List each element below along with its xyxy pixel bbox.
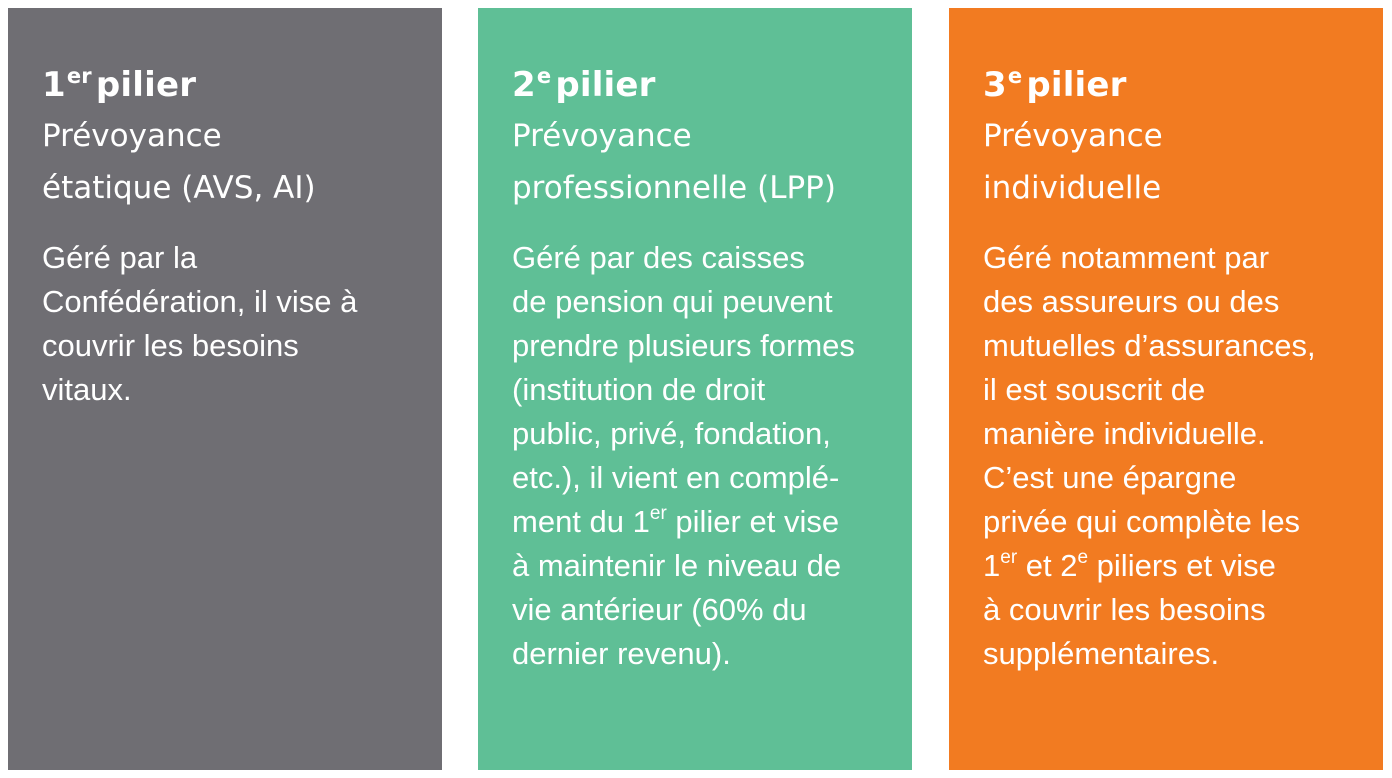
- pillar-2-title: 2e pilier: [512, 64, 656, 105]
- pillar-3-card: [949, 8, 1383, 770]
- pillar-3-title: 3e pilier: [983, 64, 1127, 105]
- pillar-2-description: Géré par des caisses de pension qui peuvent prendre plusieurs formes (institution de droit public, privé, fondation, etc.), il vient en complé- ment du 1er pilier et vise à maintenir le niveau de vie antérieur (60% du dernier revenu).: [512, 240, 855, 671]
- pillar-3-subtitle: Prévoyance individuelle: [983, 118, 1163, 206]
- pillar-2-subtitle: Prévoyance professionnelle (LPP): [512, 118, 836, 206]
- pillar-3-description: Géré notamment par des assureurs ou des mutuelles d’assurances, il est souscrit de manière individuelle. C’est une épargne privée qui complète les 1er et 2e piliers et vise à couvrir les besoins supplémentaires.: [983, 240, 1316, 671]
- pillar-1-subtitle: Prévoyance étatique (AVS, AI): [42, 118, 316, 206]
- pillar-2-card: [478, 8, 912, 770]
- pillar-1-description: Géré par la Confédération, il vise à couvrir les besoins vitaux.: [42, 240, 358, 407]
- pillar-1-card: [8, 8, 442, 770]
- pillar-1-title: 1er pilier: [42, 64, 197, 105]
